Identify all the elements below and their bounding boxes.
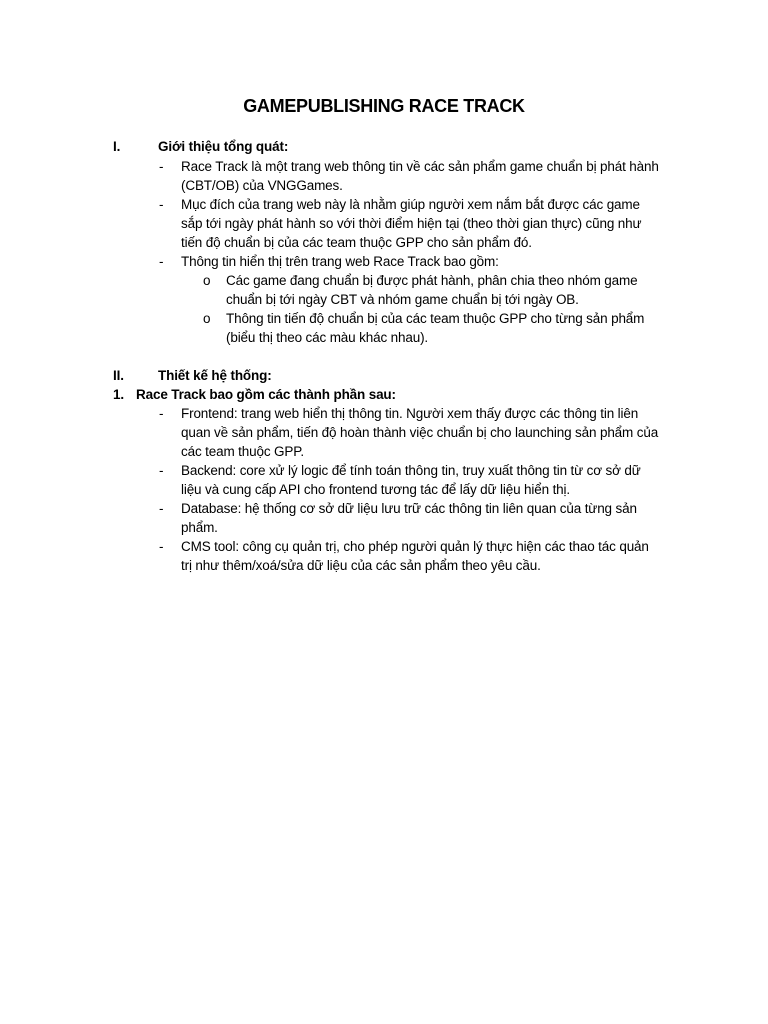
section-2-bullet-4-line-1: CMS tool: công cụ quản trị, cho phép người quản lý thực hiện các thao tác quản bbox=[181, 539, 649, 554]
section-1-bullet-1-line-2: (CBT/OB) của VNGGames. bbox=[181, 178, 343, 193]
section-2-bullet-1-line-1: Frontend: trang web hiển thị thông tin. Người xem thấy được các thông tin liên bbox=[181, 406, 639, 421]
section-2-bullet-4-line-2: trị như thêm/xoá/sửa dữ liệu của các sản phẩm theo yêu cầu. bbox=[181, 558, 541, 573]
bullet-marker: - bbox=[159, 406, 164, 421]
subsection-1-number: 1. bbox=[113, 387, 124, 402]
section-1-sub-1-line-2: chuẩn bị tới ngày CBT và nhóm game chuẩn bị tới ngày OB. bbox=[226, 292, 579, 307]
section-1-sub-2-line-2: (biểu thị theo các màu khác nhau). bbox=[226, 330, 429, 345]
section-2-bullet-1-line-2: quan về sản phẩm, tiến độ hoàn thành việc chuẩn bị cho launching sản phẩm của bbox=[181, 425, 659, 440]
bullet-marker: - bbox=[159, 463, 164, 478]
section-2-heading: Thiết kế hệ thống: bbox=[158, 368, 272, 383]
subsection-1-heading: Race Track bao gồm các thành phần sau: bbox=[136, 387, 396, 402]
section-2-bullet-1-line-3: các team thuộc GPP. bbox=[181, 444, 304, 459]
section-1-bullet-2-line-1: Mục đích của trang web này là nhằm giúp người xem nắm bắt được các game bbox=[181, 197, 640, 212]
section-1-bullet-1-line-1: Race Track là một trang web thông tin về các sản phẩm game chuẩn bị phát hành bbox=[181, 159, 659, 174]
document-title: GAMEPUBLISHING RACE TRACK bbox=[243, 96, 525, 116]
bullet-marker: - bbox=[159, 197, 164, 212]
section-2-bullet-3-line-2: phẩm. bbox=[181, 520, 218, 535]
section-1-bullet-2-line-3: tiến độ chuẩn bị của các team thuộc GPP cho sản phẩm đó. bbox=[181, 235, 532, 250]
section-1-sub-1-line-1: Các game đang chuẩn bị được phát hành, phân chia theo nhóm game bbox=[226, 273, 638, 288]
section-2-number: II. bbox=[113, 368, 124, 383]
section-2-bullet-3-line-1: Database: hệ thống cơ sở dữ liệu lưu trữ các thông tin liên quan của từng sản bbox=[181, 501, 637, 516]
section-1-sub-2-line-1: Thông tin tiến độ chuẩn bị của các team thuộc GPP cho từng sản phẩm bbox=[226, 311, 645, 326]
section-1-bullet-2-line-2: sắp tới ngày phát hành so với thời điểm hiện tại (theo thời gian thực) cũng như bbox=[181, 216, 642, 231]
section-2-bullet-2-line-1: Backend: core xử lý logic để tính toán thông tin, truy xuất thông tin từ cơ sở dữ bbox=[181, 463, 641, 478]
section-1-bullet-3-line-1: Thông tin hiển thị trên trang web Race Track bao gồm: bbox=[181, 254, 499, 269]
bullet-marker: - bbox=[159, 501, 164, 516]
section-1-number: I. bbox=[113, 139, 121, 154]
section-1-heading: Giới thiệu tổng quát: bbox=[158, 139, 289, 154]
sub-bullet-marker: o bbox=[203, 273, 211, 288]
bullet-marker: - bbox=[159, 539, 164, 554]
bullet-marker: - bbox=[159, 159, 164, 174]
section-2-bullet-2-line-2: liệu và cung cấp API cho frontend tương tác để lấy dữ liệu hiển thị. bbox=[181, 482, 570, 497]
bullet-marker: - bbox=[159, 254, 164, 269]
sub-bullet-marker: o bbox=[203, 311, 211, 326]
